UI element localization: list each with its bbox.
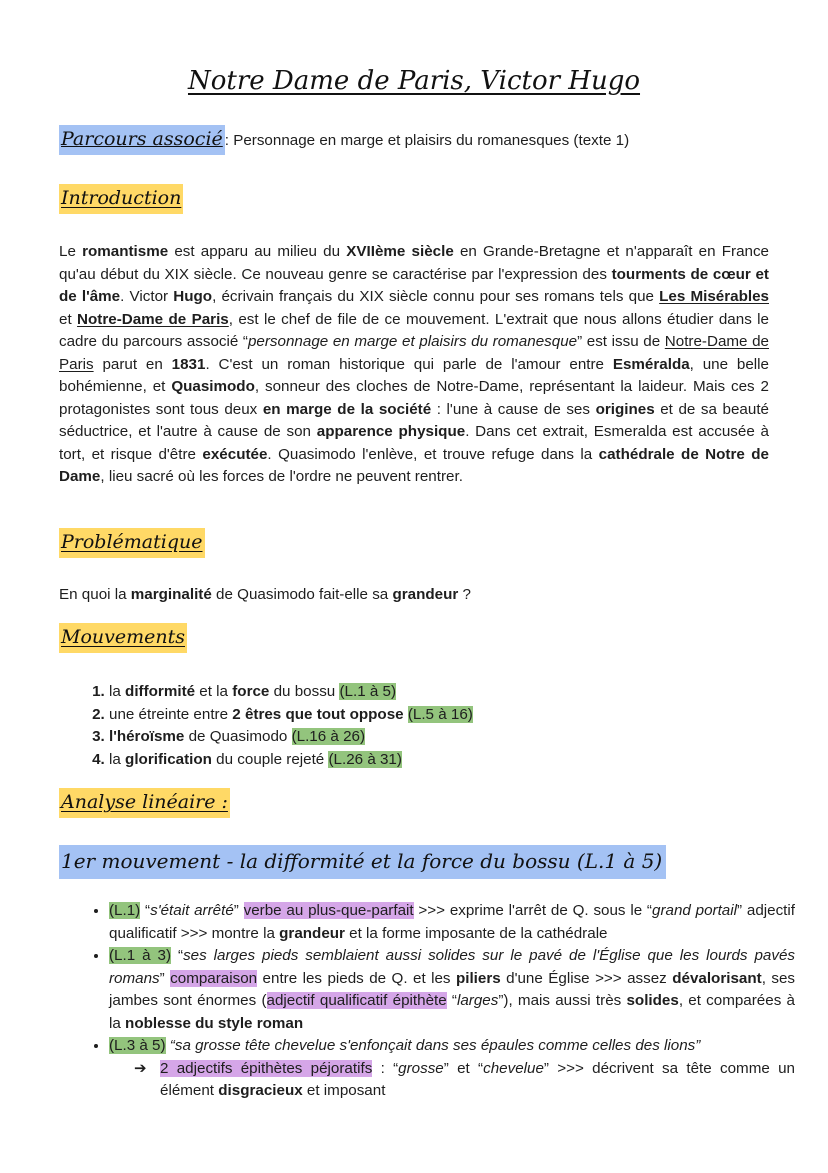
mouvements-heading: Mouvements xyxy=(59,623,187,653)
parcours-line xyxy=(59,128,629,150)
parcours-text: : Personnage en marge et plaisirs du romanesques (texte 1) xyxy=(224,132,630,149)
problematique-text: En quoi la marginalité de Quasimodo fait-elle sa grandeur ? xyxy=(59,586,471,603)
list-item: 2. une étreinte entre 2 êtres que tout oppose (L.5 à 16) xyxy=(109,704,473,727)
introduction-heading: Introduction xyxy=(59,184,183,214)
parcours-label: Parcours associé xyxy=(59,125,225,155)
list-item: 4. la glorification du couple rejeté (L.26 à 31) xyxy=(109,749,473,772)
introduction-paragraph: Le romantisme est apparu au milieu du XVIIème siècle en Grande-Bretagne et n'apparaît en France qu'au début du XIX siècle. Ce nouveau genre se caractérise par l'expression des tourments de cœur et de l'âme. Victor Hugo, écrivain français du XIX siècle connu pour ses romans tels que Les Misérables et Notre-Dame de Paris, est le chef de file de ce mouvement. L'extrait que nous allons étudier dans le cadre du parcours associé “personnage en marge et plaisirs du romanesque” est issu de Notre-Dame de Paris parut en 1831. C'est un roman historique qui parle de l'amour entre Esméralda, une belle bohémienne, et Quasimodo, sonneur des cloches de Notre-Dame, représentant la laideur. Mais ces 2 protagonistes sont tous deux en marge de la société : l'une à cause de ses origines et de sa beauté séductrice, et l'autre à cause de son apparence physique. Dans cet extrait, Esmeralda est accusée à tort, et risque d'être exécutée. Quasimodo l'enlève, et trouve refuge dans la cathédrale de Notre de Dame, lieu sacré où les forces de l'ordre ne peuvent rentrer. xyxy=(59,243,770,485)
analyse-list xyxy=(84,900,795,1103)
mouvements-list xyxy=(84,681,473,771)
sub-point: ➔ 2 adjectifs épithètes péjoratifs : “grosse” et “chevelue” >>> décrivent sa tête comme un élément disgracieux et imposant xyxy=(134,1058,795,1103)
list-item: 3. l'héroïsme de Quasimodo (L.16 à 26) xyxy=(109,726,473,749)
document-title: Notre Dame de Paris, Victor Hugo xyxy=(187,66,641,96)
list-item: • (L.1 à 3) “ses larges pieds semblaient aussi solides sur le pavé de l'Église que les lourds pavés romans” comparaison entre les pieds de Q. et les piliers d'une Église >>> assez dévalorisant, ses jambes sont énormes (adjectif qualificatif épithète “larges”), mais aussi très solides, et comparées à la noblesse du style roman xyxy=(109,945,795,1035)
list-item: • (L.1) “s'était arrêté” verbe au plus-que-parfait >>> exprime l'arrêt de Q. sous le “grand portail” adjectif qualificatif >>> montre la grandeur et la forme imposante de la cathédrale xyxy=(109,900,795,945)
movement-1-heading: 1er mouvement - la difformité et la force du bossu (L.1 à 5) xyxy=(59,845,666,879)
arrow-icon: ➔ xyxy=(134,1059,147,1077)
analyse-heading: Analyse linéaire : xyxy=(59,788,230,818)
list-item: 1. la difformité et la force du bossu (L.1 à 5) xyxy=(109,681,473,704)
problematique-heading: Problématique xyxy=(59,528,205,558)
list-item: • (L.3 à 5) “sa grosse tête chevelue s'enfonçait dans ses épaules comme celles des lions” ➔ 2 adjectifs épithètes péjoratifs : “grosse” et “chevelue” >>> décrivent sa tête comme un élément disgracieux et imposant xyxy=(109,1035,795,1103)
